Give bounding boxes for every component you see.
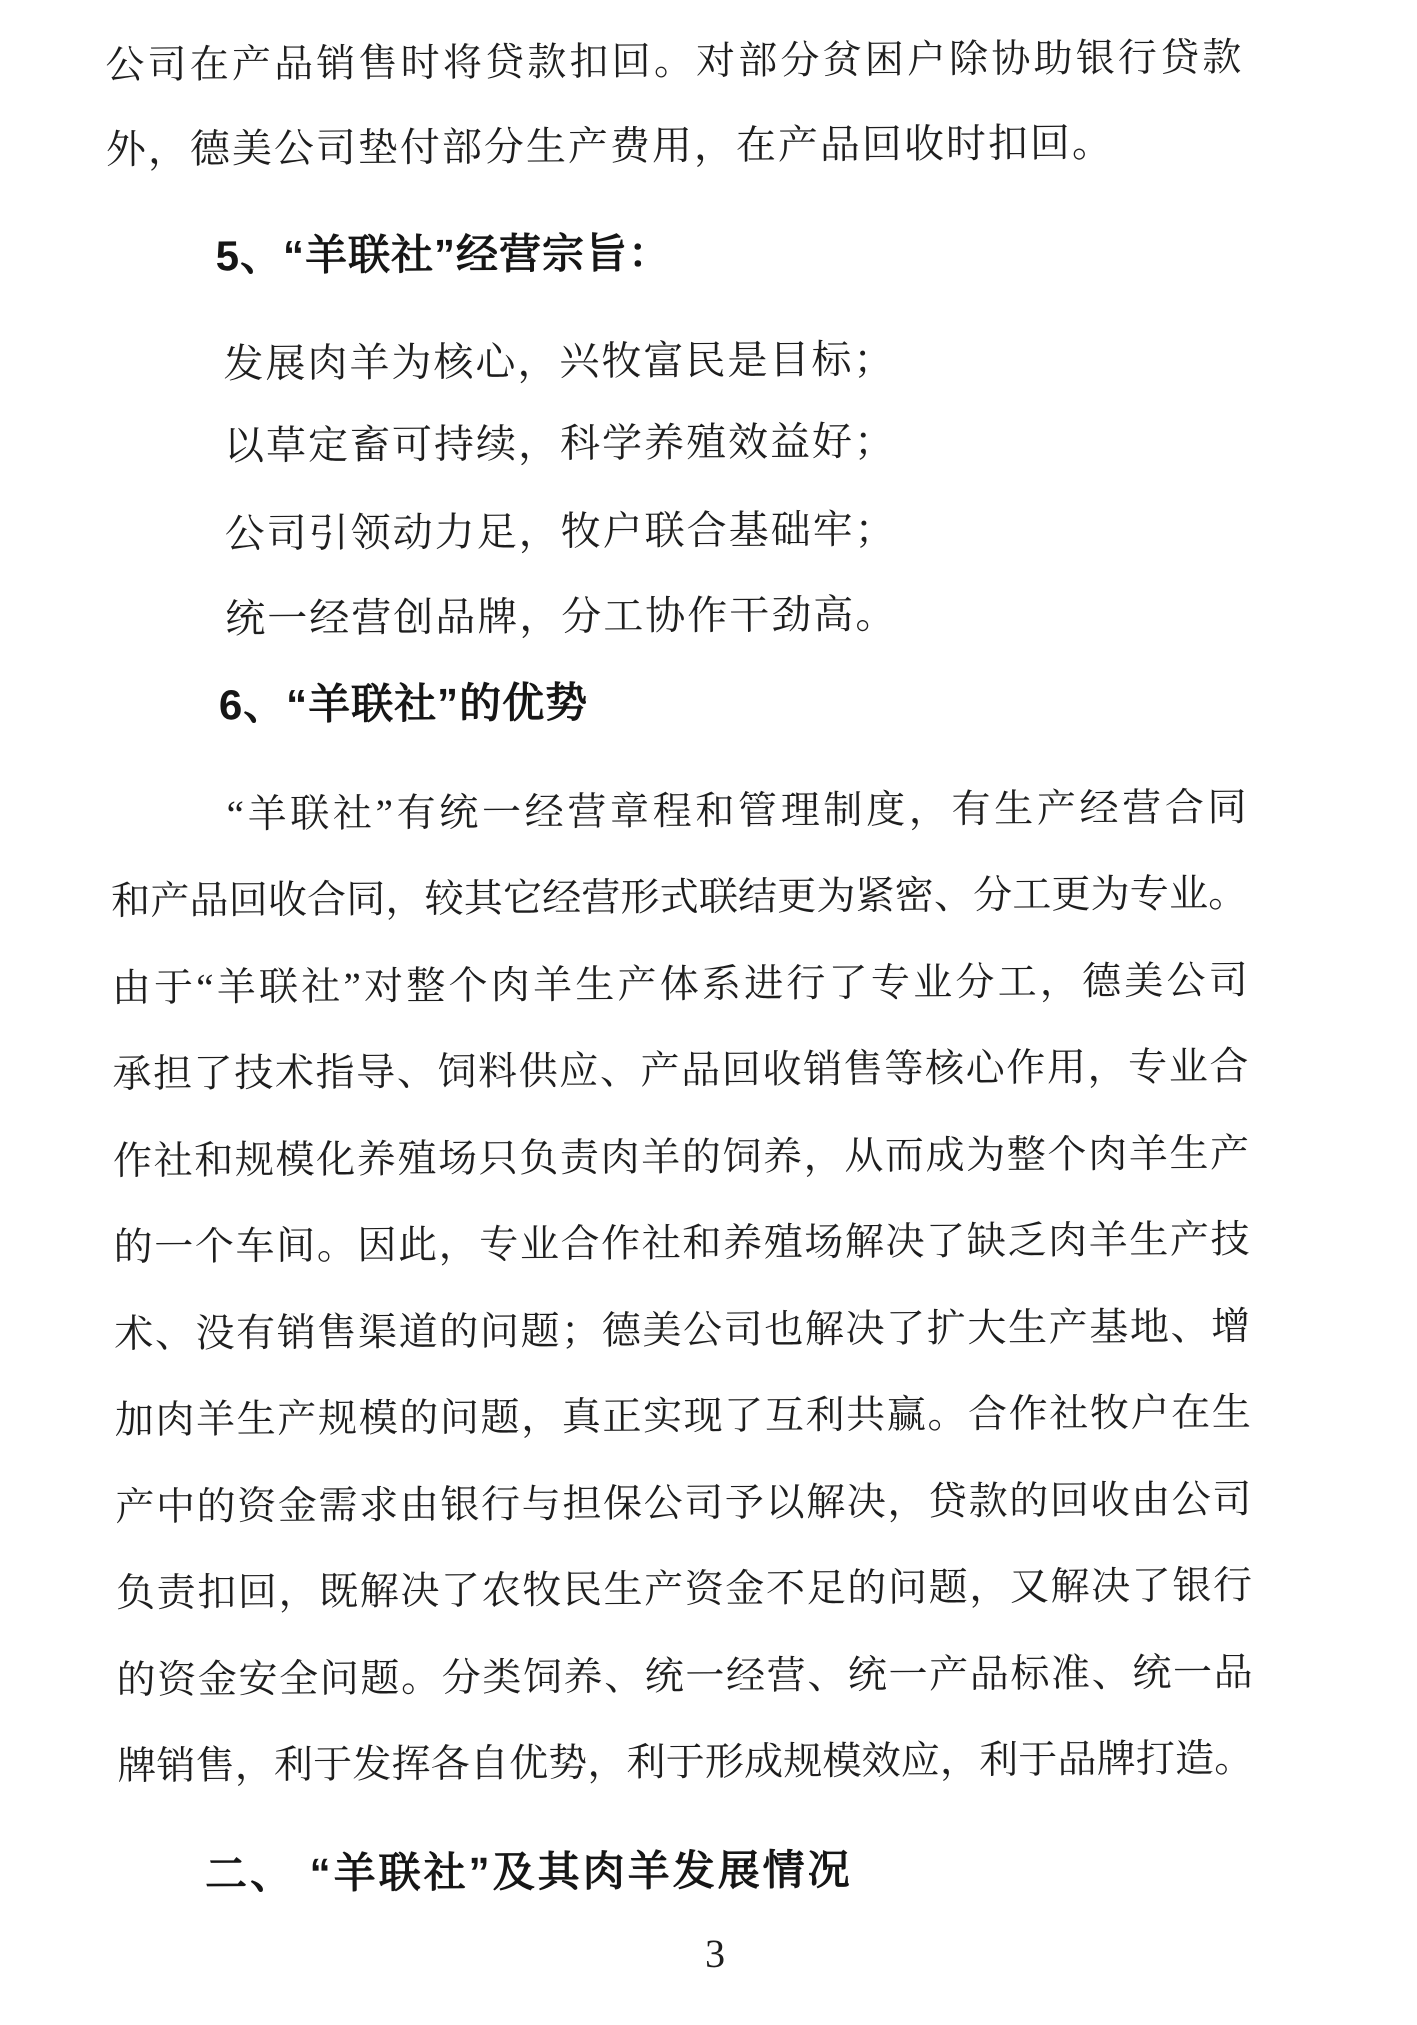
paragraph-line: “羊联社”有统一经营章程和管理制度，有生产经营合同 bbox=[226, 786, 1247, 837]
section2-heading: 二、 “羊联社”及其肉羊发展情况 bbox=[204, 1846, 853, 1898]
page-number: 3 bbox=[704, 1930, 726, 1977]
body-line: 外，德美公司垫付部分生产费用，在产品回收时扣回。 bbox=[105, 120, 1115, 173]
motto-line: 以草定畜可持续，科学养殖效益好； bbox=[223, 418, 897, 469]
paragraph-line: 产中的资金需求由银行与担保公司予以解决，贷款的回收由公司 bbox=[115, 1478, 1252, 1530]
body-line: 公司在产品销售时将贷款扣回。对部分贫困户除协助银行贷款 bbox=[105, 36, 1242, 88]
paragraph-line: 的一个车间。因此，专业合作社和养殖场解决了缺乏肉羊生产技 bbox=[113, 1218, 1250, 1270]
paragraph-line: 加肉羊生产规模的问题，真正实现了互利共赢。合作社牧户在生 bbox=[114, 1391, 1251, 1443]
motto-line: 统一经营创品牌，分工协作干劲高。 bbox=[225, 591, 898, 642]
paragraph-line: 的资金安全问题。分类饲养、统一经营、统一产品标准、统一品 bbox=[116, 1651, 1253, 1703]
paragraph-line: 作社和规模化养殖场只负责肉羊的饲养，从而成为整个肉羊生产 bbox=[112, 1132, 1250, 1184]
paragraph-line: 牌销售，利于发挥各自优势，利于形成规模效应，利于品牌打造。 bbox=[117, 1737, 1254, 1789]
paragraph-line: 术、没有销售渠道的问题；德美公司也解决了扩大生产基地、增 bbox=[114, 1305, 1251, 1357]
paragraph-line: 和产品回收合同，较其它经营形式联结更为紧密、分工更为专业。 bbox=[111, 872, 1248, 924]
paragraph-line: 负责扣回，既解决了农牧民生产资金不足的问题，又解决了银行 bbox=[115, 1564, 1253, 1616]
motto-line: 公司引领动力足，牧户联合基础牢； bbox=[224, 506, 897, 557]
paragraph-line: 承担了技术指导、饲料供应、产品回收销售等核心作用，专业合 bbox=[112, 1045, 1249, 1097]
paragraph-line: 由于“羊联社”对整个肉羊生产体系进行了专业分工，德美公司 bbox=[111, 959, 1248, 1011]
motto-line: 发展肉羊为核心，兴牧富民是目标； bbox=[223, 336, 896, 387]
section5-heading: 5、“羊联社”经营宗旨： bbox=[215, 229, 672, 280]
section6-heading: 6、“羊联社”的优势 bbox=[218, 678, 589, 729]
